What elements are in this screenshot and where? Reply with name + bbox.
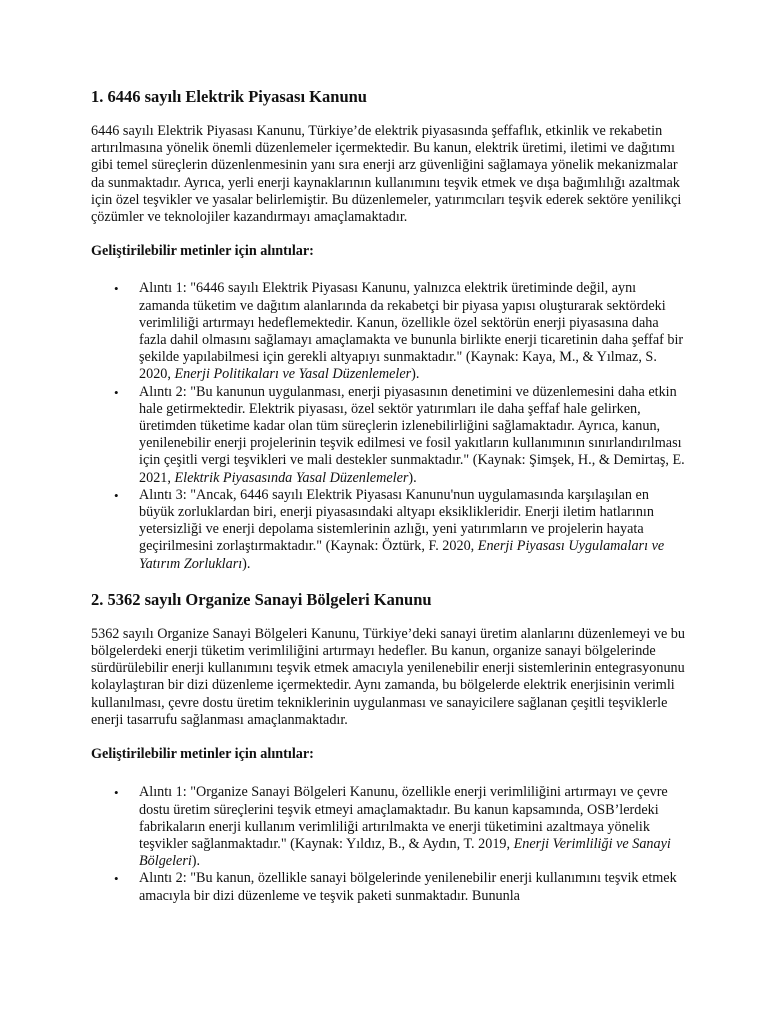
section-2-paragraph: 5362 sayılı Organize Sanayi Bölgeleri Kanunu, Türkiye’deki sanayi üretim alanlarını düzenlemeyi ve bu bölgelerdeki enerji tüketim verimliliğini artırmayı hedefler. Bu kanun, organize sanayi bölgelerinde sürdürülebilir enerji kullanımını teşvik etmek amacıyla yenilenebilir enerji sistemlerinin entegrasyonunu kolaylaştıran bir dizi düzenleme içermektedir. Aynı zamanda, bu bölgelerde elektrik enerjisinin verimli kullanılması, çevre dostu üretim tekniklerinin uygulanması ve sanayicilere sağlanan çeşitli teşviklerle enerji tasarrufu sağlanması amaçlanmaktadır. xyxy=(91,625,685,728)
bullet-icon: • xyxy=(114,384,119,400)
quote-text: Alıntı 1: "6446 sayılı Elektrik Piyasası Kanunu, yalnızca elektrik üretiminde değil, aynı zamanda tüketim ve dağıtım alanlarında da rekabetçi bir piyasa yapısı oluşturarak sektördeki verimliliği artırmayı hedeflemektedir. Kanun, özellikle özel sektörün enerji piyasasına daha fazla dahil olmasını sağlamayı amaçlamakta ve bununla birlikte enerji ticaretinin daha şeffaf bir şekilde yapılabilmesi için gerekli altyapıyı sunmaktadır." (Kaynak: Kaya, M., & Yılmaz, S. 2020, xyxy=(139,280,684,383)
quote-item xyxy=(114,784,687,870)
quote-source: Enerji Politikaları ve Yasal Düzenlemeler xyxy=(174,366,412,383)
quote-text: Alıntı 3: "Ancak, 6446 sayılı Elektrik Piyasası Kanunu'nun uygulamasında karşılaşılan en büyük zorluklardan biri, enerji piyasasındaki altyapı eksiklikleridir. Enerji iletim hatlarının yetersizliği ve enerji depolama sistemlerinin azlığı, yeni yatırımların ve projelerin hayata geçirilmesini zorlaştırmaktadır." (Kaynak: Öztürk, F. 2020, xyxy=(139,486,654,555)
section-2-quotes-label: Geliştirilebilir metinler için alıntılar: xyxy=(91,746,314,763)
quote-item xyxy=(114,486,687,573)
section-1-heading: 1. 6446 sayılı Elektrik Piyasası Kanunu xyxy=(91,87,367,106)
section-2-quote-list xyxy=(91,784,687,904)
section-1-quote-list xyxy=(91,280,687,572)
bullet-icon: • xyxy=(114,871,119,887)
quote-source: Elektrik Piyasasında Yasal Düzenlemeler xyxy=(174,469,409,486)
quote-item xyxy=(114,870,687,904)
document-page xyxy=(91,86,687,905)
quote-item xyxy=(114,280,687,383)
quote-text: Alıntı 1: "Organize Sanayi Bölgeleri Kanunu, özellikle enerji verimliliğini artırmayı ve çevre dostu üretim süreçlerini teşvik etmeyi amaçlamaktadır. Bu kanun kapsamında, OSB’lerdeki fabrikaların enerji kullanım verimliliği artırılmakta ve enerji tüketimini azaltmaya yönelik teşvikler sağlanmaktadır." (Kaynak: Yıldız, B., & Aydın, T. 2019, xyxy=(139,784,668,852)
quote-tail: ). xyxy=(191,853,201,870)
bullet-icon: • xyxy=(114,785,119,801)
quote-tail: ). xyxy=(411,366,420,383)
section-2-heading: 2. 5362 sayılı Organize Sanayi Bölgeleri Kanunu xyxy=(91,589,432,609)
quote-text: Alıntı 2: "Bu kanunun uygulanması, enerji piyasasının denetimini ve düzenlemesini daha etkin hale getirmektedir. Elektrik piyasası, özel sektör yatırımları ile daha şeffaf hale gelirken, üretimden tüketime kadar olan tüm süreçlerin izlenebilirliğini sağlamaktadır. Ayrıca, kanun, yenilenebilir enerji projelerinin teşvik edilmesi ve fosil yakıtların kullanımının sınırlandırılması için çeşitli vergi teşvikleri ve mali destekler sunmaktadır." (Kaynak: Şimşek, H., & Demirtaş, E. 2021, xyxy=(139,383,685,486)
quote-tail: ). xyxy=(408,469,417,486)
quote-source: Enerji Verimliliği ve Sanayi Bölgeleri xyxy=(139,835,671,870)
quote-tail: ). xyxy=(242,555,251,572)
quote-source: Enerji Piyasası Uygulamaları ve Yatırım Zorlukları xyxy=(139,538,665,572)
section-2 xyxy=(91,589,687,905)
quote-text: Alıntı 2: "Bu kanun, özellikle sanayi bölgelerinde yenilenebilir enerji kullanımını teşvik etmek amacıyla bir dizi düzenleme ve teşvik paketi sunmaktadır. Bununla xyxy=(139,870,677,904)
bullet-icon: • xyxy=(114,487,119,503)
bullet-icon: • xyxy=(114,281,119,297)
quote-item xyxy=(114,383,687,487)
section-1-quotes-label: Geliştirilebilir metinler için alıntılar: xyxy=(91,243,314,260)
section-1-paragraph: 6446 sayılı Elektrik Piyasası Kanunu, Türkiye’de elektrik piyasasında şeffaflık, etkinlik ve rekabetin artırılmasına yönelik önemli düzenlemeler içermektedir. Bu kanun, elektrik üretimi, iletimi ve dağıtımı gibi temel süreçlerin düzenlenmesinin yanı sıra enerji arz güvenliğini sağlamaya yönelik mekanizmalar da sunmaktadır. Ayrıca, yerli enerji kaynaklarının kullanımını teşvik etmek ve dışa bağımlılığı azaltmak için özel teşvikler ve yasalar belirlemiştir. Bu düzenlemeler, yatırımcıları teşvik ederek sektöre yenilikçi çözümler ve teknolojiler kazandırmayı amaçlamaktadır. xyxy=(91,123,682,226)
